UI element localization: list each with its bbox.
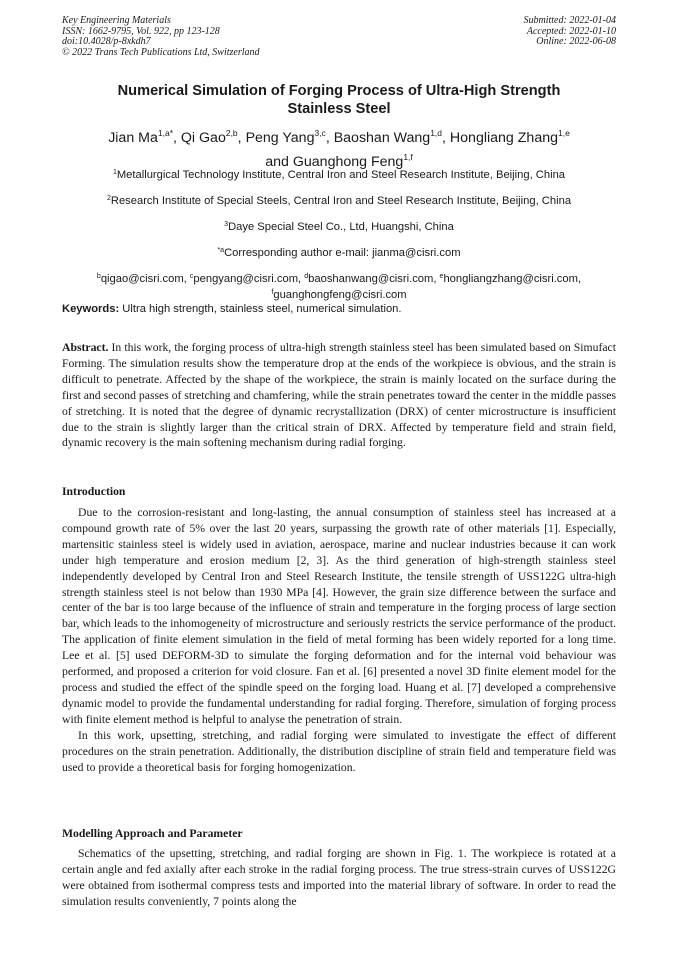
- paragraph: Due to the corrosion-resistant and long-lasting, the annual consumption of stainless steel has increased at a compound growth rate of 5% over the last 20 years, surpassing the growth rate of other materials [1]. Especially, martensitic stainless steel is widely used in aviation, aerospace, marine and nuclear industries because it can work under high temperature and erosion medium [2, 3]. As the third generation of high-strength stainless steel independently developed by Central Iron and Steel Research Institute, the tensile strength of USS122G ultra-high strength stainless steel is not below than 1930 MPa [4]. However, the grain size difference between the surface and center of the bar is too large because of the influence of strain and temperature in the forging process of large section bar, which leads to the inhomogeneity of microstructure and seriously restricts the service performance of the product. The application of finite element simulation in the field of metal forming has been widely reported for a long time. Lee et al. [5] used DEFORM-3D to simulate the forging deformation and for the internal void behaviour was performed, and proposed a criterion for void closure. Fan et al. [6] presented a novel 3D finite element model for the process and studied the effect of the spindle speed on the forging load. Huang et al. [7] developed a comprehensive dynamic model to provide the fundamental understanding for radial forging. Therefore, simulation of forging process with finite element method is helpful to analyse the penetration of strain.: [62, 506, 616, 726]
- abstract: [62, 340, 616, 451]
- accepted-date: Accepted: 2022-01-10: [526, 25, 616, 37]
- email-sup: d: [304, 273, 309, 280]
- author-sup: 1,d: [430, 128, 443, 138]
- author-sep: ,: [325, 130, 334, 146]
- author-name: Hongliang Zhang: [449, 130, 558, 146]
- affiliation-sup: 2: [106, 195, 111, 202]
- affiliation-text: Daye Special Steel Co., Ltd, Huangshi, China: [228, 221, 454, 233]
- section-heading-modelling: Modelling Approach and Parameter: [62, 827, 243, 840]
- email-line: [62, 286, 616, 302]
- email-text: qigao@cisri.com,: [100, 273, 190, 285]
- paragraph: Schematics of the upsetting, stretching, and radial forging are shown in Fig. 1. The workpiece is rotated at a certain angle and fed axially after each stroke in the radial forging process. The true stress-strain curves of USS122G were obtained from isothermal compress tests and imported into the material library of software. In order to read the simulation results conveniently, 7 points along the: [62, 847, 616, 908]
- affiliation-text: Research Institute of Special Steels, Central Iron and Steel Research Institute, Beijing, China: [110, 195, 572, 207]
- author-name: Jian Ma: [108, 130, 158, 146]
- author-line: [62, 124, 616, 148]
- affiliation: [62, 218, 616, 234]
- submission-dates: [524, 16, 617, 48]
- author-and: and: [265, 154, 293, 170]
- corresponding-author: [62, 244, 616, 260]
- author-sep: ,: [173, 130, 181, 146]
- affiliation-sup: *a: [217, 247, 225, 254]
- email-sup: b: [96, 273, 101, 280]
- author-list: [62, 124, 616, 172]
- email-text: guanghongfeng@cisri.com: [273, 289, 407, 301]
- email-text: pengyang@cisri.com,: [193, 273, 305, 285]
- author-name: Guanghong Feng: [292, 154, 404, 170]
- author-sup: 1,f: [403, 152, 413, 162]
- author-sup: 1,a*: [157, 128, 173, 138]
- submitted-date: Submitted: 2022-01-04: [523, 15, 616, 26]
- journal-doi: doi:10.4028/p-8xkdh7: [62, 36, 151, 47]
- journal-info: [62, 16, 260, 58]
- modelling-body: [62, 846, 616, 910]
- affiliation-text: Metallurgical Technology Institute, Central Iron and Steel Research Institute, Beijing, China: [116, 169, 566, 181]
- affiliation: [62, 192, 616, 208]
- email-sup: c: [189, 273, 194, 280]
- email-text: hongliangzhang@cisri.com,: [443, 273, 582, 285]
- introduction-body: [62, 505, 616, 775]
- author-name: Baoshan Wang: [333, 130, 431, 146]
- author-name: Peng Yang: [245, 130, 315, 146]
- affiliation-sup: 1: [112, 169, 117, 176]
- keywords-label: Keywords:: [62, 303, 120, 315]
- author-name: Qi Gao: [180, 130, 226, 146]
- keywords: [62, 302, 616, 316]
- author-sup: 2,b: [225, 128, 238, 138]
- email-text: baoshanwang@cisri.com,: [308, 273, 440, 285]
- journal-name: Key Engineering Materials: [62, 15, 171, 26]
- online-date: Online: 2022-06-08: [536, 36, 616, 47]
- abstract-text: In this work, the forging process of ultra-high strength stainless steel has been simulated based on Simufact Forming. The simulation results show the temperature drop at the ends of the workpiece is obvious, and the strain is difficult to penetrate. Affected by the shape of the workpiece, the strain is mainly located on the surface during the first and second passes of stretching and chamfering, while the strain penetrates toward the center in the middle passes of stretching. It is noted that the degree of dynamic recrystallization (DRX) of center microstructure is insufficient due to the strain is slightly larger than the critical strain of DRX. Affected by temperature field and strain field, dynamic recovery is the main softening mechanism during radial forging.: [62, 341, 617, 450]
- email-line: [62, 270, 616, 286]
- section-heading-introduction: Introduction: [62, 485, 126, 498]
- keywords-text: Ultra high strength, stainless steel, numerical simulation.: [119, 303, 402, 315]
- affiliation-list: [62, 166, 616, 302]
- affiliation-sup: 3: [224, 221, 229, 228]
- affiliation-text: Corresponding author e-mail: jianma@cisri.com: [224, 247, 461, 259]
- email-sup: e: [439, 273, 444, 280]
- author-sup: 3,c: [314, 128, 326, 138]
- email-sup: f: [271, 289, 274, 296]
- paper-title: [62, 82, 616, 118]
- author-sep: ,: [442, 130, 450, 146]
- title-line: Numerical Simulation of Forging Process of Ultra-High Strength: [117, 83, 561, 99]
- affiliation: [62, 166, 616, 182]
- journal-issn: ISSN: 1662-9795, Vol. 922, pp 123-128: [62, 25, 220, 37]
- abstract-label: Abstract.: [62, 341, 109, 354]
- author-sep: ,: [237, 130, 246, 146]
- journal-copyright: © 2022 Trans Tech Publications Ltd, Switzerland: [62, 46, 260, 58]
- title-line: Stainless Steel: [287, 101, 391, 117]
- author-emails: [62, 270, 616, 302]
- author-sup: 1,e: [557, 128, 570, 138]
- paragraph: In this work, upsetting, stretching, and radial forging were simulated to investigate the effect of different procedures on the strain penetration. Additionally, the distribution discipline of strain field and temperature field was used to provide a theoretical basis for forging homogenization.: [62, 728, 616, 774]
